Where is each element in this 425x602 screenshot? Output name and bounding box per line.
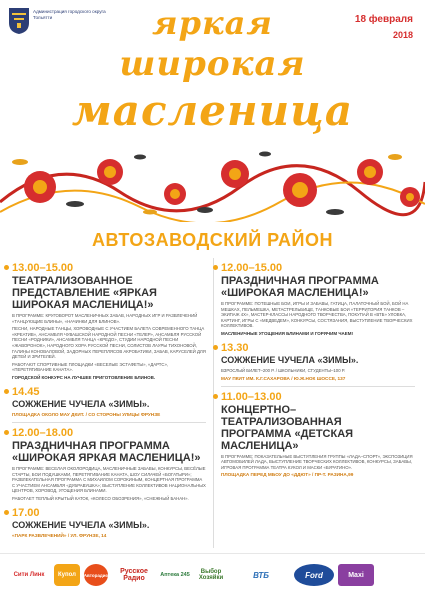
event-title: ТЕАТРАЛИЗОВАННОЕ ПРЕДСТАВЛЕНИЕ «ЯРКАЯ ШИРОКАЯ МАСЛЕНИЦА!» — [12, 275, 157, 311]
treat-note: МАСЛЕНИЧНЫЕ УГОЩЕНИЯ БЛИНАМИ И ГОРЯЧИМ ЧАЕМ! — [221, 330, 353, 336]
bullet-icon — [4, 389, 9, 394]
event-time: 13.30 — [221, 341, 249, 354]
event-block — [12, 386, 206, 418]
separator — [221, 386, 415, 387]
event-title: ПРАЗДНИЧНАЯ ПРОГРАММА «ШИРОКАЯ ЯРКАЯ МАСЛЕНИЦА!» — [12, 439, 201, 464]
event-time: 12.00–18.00 — [12, 426, 74, 439]
bullet-icon — [213, 394, 218, 399]
title-line-3: масленица — [71, 86, 354, 135]
sponsor-logo: Сити Линк — [13, 572, 45, 578]
event-title: КОНЦЕРТНО–ТЕАТРАЛИЗОВАННАЯ ПРОГРАММА «ДЕТСКАЯ МАСЛЕНИЦА» — [221, 403, 354, 452]
event-time: 12.00–15.00 — [221, 262, 283, 274]
event-description: В ПРОГРАММЕ: ВЕСЕЛАЯ ОКОЛОРОДИЦА, МАСЛЕНИЧНЫЕ ЗАБАВЫ, КОНКУРСЫ, ВЕСЁЛЫЕ СТАРТЫ, БОИ ПОДУШКАМИ, ПЕРЕТЯГИВАНИЕ КАНАТА, ШОУ СИЛАЧЕЙ «БОГАТЫРИ»; РАЗВЛЕКАТЕЛЬНАЯ ПРОГРАММА С МИХАИЛОМ СОРОКИНЫМ, КОНЦЕРТНАЯ ПРОГРАММА С УЧАСТИЕМ АНСАМБЛЯ «ДУБРАВУШКА»; ВЫСТУПЛЕНИЕ КОЛЛЕКТИВОВ НАЦИОНАЛЬНЫХ ЦЕНТРОВ, ХОРОВОД, УГОЩЕНИЯ БЛИНАМИ. — [12, 465, 206, 494]
right-column — [221, 262, 415, 478]
event-description: В ПРОГРАММЕ: ПОКАЗАТЕЛЬНЫЕ ВЫСТУПЛЕНИЯ ГРУППЫ «ЛАДА–СПОРТ», ЭКСПОЗИЦИЯ АВТОМОБИЛЕЙ ЛАДА, ВЫСТУПЛЕНИЕ ТВОРЧЕСКИХ КОЛЛЕКТИВОВ, КОНКУРСЫ, ЗАБАВЫ, ИГРОВАЯ ПРОГРАММА ТЕАТРА КУКОЛ И МАСКИ «БУРАТИНО». — [221, 453, 413, 470]
khokhloma-ornament — [0, 132, 425, 222]
event-time: 13.00–15.00 — [12, 262, 74, 274]
event-block — [221, 342, 415, 382]
column-divider — [213, 258, 214, 548]
event-block — [12, 262, 206, 381]
sponsor-logo: Выбор Хозяйки — [198, 569, 224, 581]
event-time: 14.45 — [12, 385, 40, 398]
event-year: 2018 — [392, 30, 413, 40]
sponsor-logo: ВТБ — [253, 570, 269, 580]
ticket-price: ВЗРОСЛЫЙ БИЛЕТ–200 Р. / ШКОЛЬНИКИ, СТУДЕНТЫ–100 Р. — [221, 367, 346, 373]
poster-header — [0, 0, 425, 225]
event-title: СОЖЖЕНИЕ ЧУЧЕЛА «ЗИМЫ». — [221, 354, 359, 365]
event-description: ПЕСНИ, НАРОДНЫЕ ТАНЦЫ, ХОРОВОДНЫЕ С УЧАСТИЕМ БАЛЕТА СОВРЕМЕННОГО ТАНЦА «КРЕАТИВ», АНСАМБЛЯ ЧУВАШСКОЙ НАРОДНОЙ ПЕСНИ «ТЕЛЕР», АНСАМБЛЯ РУССКОЙ ПЕСНИ «РОДНИКИ», АНСАМБЛЯ ТАНЦА «КРЕДО», СТУДИИ НАРОДНОЙ ПЕСНИ «ЖАВОРОНОК», НАРОДНОГО ХОРА РУССКОЙ ПЕСНИ, СОЛИСТОВ ЛАУРЫ ТИХОНОВОЙ, ГАЛИНЫ КОНОВАЛОВОЙ, ЗАДОРНЫХ ПЕРЕПЛЯСОВ АКРОБАТИКИ, ЗАБАВ, КАРУСЕЛЕЙ ДЛЯ ДЕТЕЙ И ЗРИТЕЛЕЙ. — [12, 326, 206, 360]
event-description: В ПРОГРАММЕ: ПОТЕШНЫЕ БОИ, ИГРЫ И ЗАБАВЫ, ГАТИЦА, ПАЛАТОЧНЫЙ БОЙ, БОЙ НА МЕШКАХ, ПЕЛЬМЕШКА, МЕТАСТРЕЛЬБИЩЕ, ТАНКОВЫЕ БОИ «ТЕРРИТОРИЯ ТАНКОВ – ЭКИПАЖ 4Х», МАСТЕР-КЛАССЫ НАРОДНОГО ТВОРЧЕСТВА, ПОКУПАЙ В «ВТБ» УЛОВКА, КАРТИНГ, ИГРЫ С «МЕДВЕДЕМ», КОНКУРСЫ, СОСТЯЗАНИЯ, ВЫСТУПЛЕНИЕ ТВОРЧЕСКИХ КОЛЛЕКТИВОВ. — [221, 301, 413, 329]
event-place: ПЛОЩАДКА ОКОЛО МАУ ДКИТ. / СО СТОРОНЫ УЛИЦЫ ФРУНЗЕ — [12, 411, 161, 417]
event-place: МАУ ПКИТ ИМ. К.Г.САХАРОВА / Ю.Ж.НОК ШОССЕ, 137 — [221, 375, 346, 381]
event-description: РАБОТАЕТ ТЕПЛЫЙ КРЫТЫЙ КАТОК, «КОЛЕСО ОБОЗРЕНИЯ», «СНЕЖНЫЙ БАНАН». — [12, 495, 189, 501]
event-place: «ПАРК РАЗВЛЕЧЕНИЙ» / УЛ. ФРУНЗЕ, 14 — [12, 532, 107, 538]
sponsor-logo: Maxi — [338, 564, 374, 586]
event-block — [12, 507, 206, 539]
bullet-icon — [4, 510, 9, 515]
contest-note: ГОРОДСКОЙ КОНКУРС НА ЛУЧШЕЕ ПРИГОТОВЛЕНИЕ БЛИНОВ. — [12, 374, 156, 380]
event-title: ПРАЗДНИЧНАЯ ПРОГРАММА «ШИРОКАЯ МАСЛЕНИЦА!» — [221, 275, 379, 299]
sponsor-logo: Купол — [54, 564, 80, 586]
sponsor-logo: Русское Радио — [120, 568, 148, 582]
event-description: РАБОТАЮТ СПОРТИВНЫЕ ПЛОЩАДКИ «ВЕСЕЛЫЕ ЭСТАФЕТЫ», «ДАРТС», «ПЕРЕТЯГИВАНИЕ КАНАТА». — [12, 361, 169, 373]
bullet-icon — [213, 345, 218, 350]
left-column — [12, 262, 206, 539]
separator — [12, 422, 206, 423]
event-block — [221, 262, 415, 337]
event-time: 17.00 — [12, 506, 40, 519]
district-title: АВТОЗАВОДСКИЙ РАЙОН — [92, 230, 333, 250]
administration-label: Администрация городского округа Тольятти — [33, 9, 106, 20]
bullet-icon — [4, 430, 9, 435]
event-place: ПЛОЩАДКА ПЕРЕД МБОУ ДО «ДДЮТ» / ПР-Т. РАЗИНА,99 — [221, 472, 354, 478]
title-line-2: широкая — [119, 44, 306, 84]
sponsors-bar — [0, 553, 425, 602]
event-description: В ПРОГРАММЕ: КРУГОВОРОТ МАСЛЕНИЧНЫХ ЗАБАВ, НАРОДНЫХ ИГР И РАЗВЛЕЧЕНИЙ «ТАНЦУЮЩИЕ БЛИНЫ», «НАЧИНКИ ДЛЯ БЛИНОВ». — [12, 313, 198, 324]
event-date: 18 февраля — [354, 14, 413, 25]
event-title: СОЖЖЕНИЕ ЧУЧЕЛА «ЗИМЫ». — [12, 398, 150, 409]
event-time: 11.00–13.00 — [221, 390, 282, 403]
bullet-icon — [213, 265, 218, 270]
event-title: СОЖЖЕНИЕ ЧУЧЕЛА «ЗИМЫ». — [12, 519, 150, 530]
title-line-1: яркая — [152, 4, 273, 42]
bullet-icon — [4, 265, 9, 270]
sponsor-logo: Ford — [294, 564, 334, 586]
event-block — [12, 427, 206, 502]
sponsor-logo: Авторадио — [84, 564, 108, 586]
sponsor-logo: Аптека 245 — [160, 572, 190, 578]
event-block — [221, 391, 415, 479]
